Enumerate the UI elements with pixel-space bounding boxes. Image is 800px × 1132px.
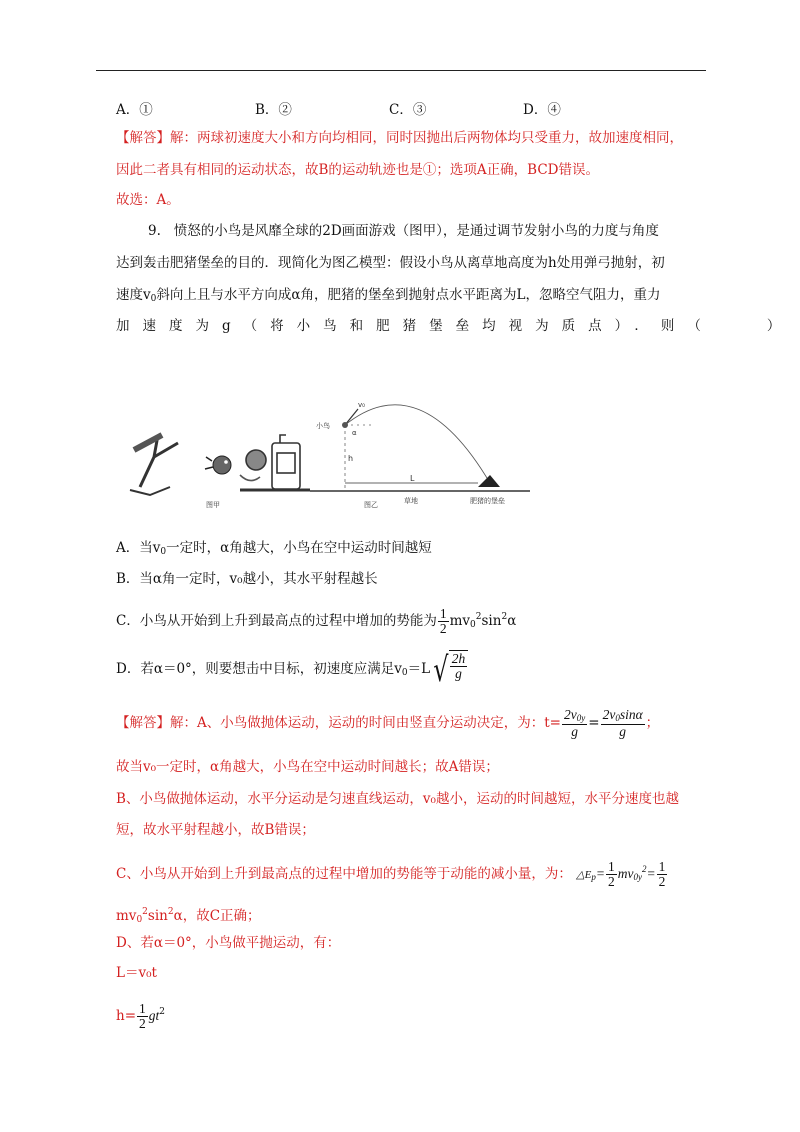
solution-b-line2: 短，故水平射程越小，故B错误；	[116, 822, 315, 838]
question-text	[148, 221, 659, 241]
choice-b: B．当α角一定时，v₀越小，其水平射程越长	[116, 571, 378, 587]
slingshot-icon	[130, 435, 178, 495]
caption-right: 图乙	[364, 501, 378, 509]
label-v0: v₀	[358, 401, 365, 409]
option-b: B．②	[255, 102, 292, 118]
choice-a: A．当$v_0$一定时，α角越大，小鸟在空中运动时间越短	[116, 540, 432, 557]
question-number: 9.	[148, 223, 161, 239]
question-line2: 达到轰击肥猪堡垒的目的．现简化为图乙模型：假设小鸟从离草地高度为h处用弹弓抛射，初	[116, 255, 665, 271]
header-rule	[96, 70, 706, 71]
prev-answer-line3: 故选：A。	[116, 192, 180, 208]
option-c: C．③	[389, 102, 427, 118]
question-line1: 愤怒的小鸟是风靡全球的2D画面游戏（图甲），是通过调节发射小鸟的力度与角度	[173, 223, 659, 239]
label-fort: 肥猪的堡垒	[470, 497, 505, 505]
solution-c-line2: $mv_0^2\sin^2\alpha$，故C正确；	[116, 907, 261, 925]
solution-d-eq1: L＝v₀t	[116, 965, 157, 981]
label-grass: 草地	[404, 497, 418, 505]
label-bird: 小鸟	[316, 422, 330, 430]
solution-a-line2: 故当v₀一定时，α角越大，小鸟在空中运动时间越长；故A错误；	[116, 759, 499, 775]
caption-left: 图甲	[206, 501, 220, 509]
game-figure	[120, 395, 530, 515]
solution-d-line1: D、若α＝0°，小鸟做平抛运动，有：	[116, 935, 341, 951]
option-d: D．④	[523, 102, 561, 118]
solution-c-line1: C、小鸟从开始到上升到最高点的过程中增加的势能等于动能的减小量，为： $\triangle E_p=$ $\frac{1}{2}$ $mv_{0y}^2=$ $\frac{1}{2}$	[116, 859, 666, 890]
label-L: L	[410, 474, 415, 483]
choice-c: C．小鸟从开始到上升到最高点的过程中增加的势能为 $\frac{1}{2}$ $mv_0^2\sin^2\alpha$	[116, 605, 517, 636]
prev-answer-line2: 因此二者具有相同的运动状态，故B的运动轨迹也是①；选项A正确，BCD错误。	[116, 162, 599, 178]
diagram	[310, 401, 530, 509]
solution-d-eq2: h= $\frac{1}{2}$ $gt^2$	[116, 1000, 166, 1031]
solution-a-line1: 【解答】解：A、小鸟做抛体运动，运动的时间由竖直分运动决定，为：t= $\frac{2v_{0y}}{g}$ = $\frac{2v_0\sin\alpha}{g}$ ；	[116, 707, 660, 739]
label-alpha: α	[352, 429, 357, 437]
option-a: A．①	[116, 102, 153, 118]
question-line4: 加速度为g（将小鸟和肥猪堡垒均视为质点）．则（ ）	[116, 318, 794, 334]
label-h: h	[348, 454, 354, 463]
question-line3: 速度$v_0$斜向上且与水平方向成α角，肥猪的堡垒到抛射点水平距离为L，忽略空气阻力，重力	[116, 287, 661, 304]
pig-fortress-icon	[240, 435, 310, 490]
bird-icon	[205, 456, 231, 474]
prev-answer-line1: 【解答】解：两球初速度大小和方向均相同，同时因抛出后两物体均只受重力，故加速度相同，	[116, 130, 683, 146]
choice-d: D．若α＝0°，则要想击中目标，初速度应满足$v_0=L$ √ $\frac{2h}{g}$	[116, 648, 468, 694]
solution-b-line1: B、小鸟做抛体运动，水平分运动是匀速直线运动，v₀越小，运动的时间越短，水平分速度也越	[116, 791, 679, 807]
